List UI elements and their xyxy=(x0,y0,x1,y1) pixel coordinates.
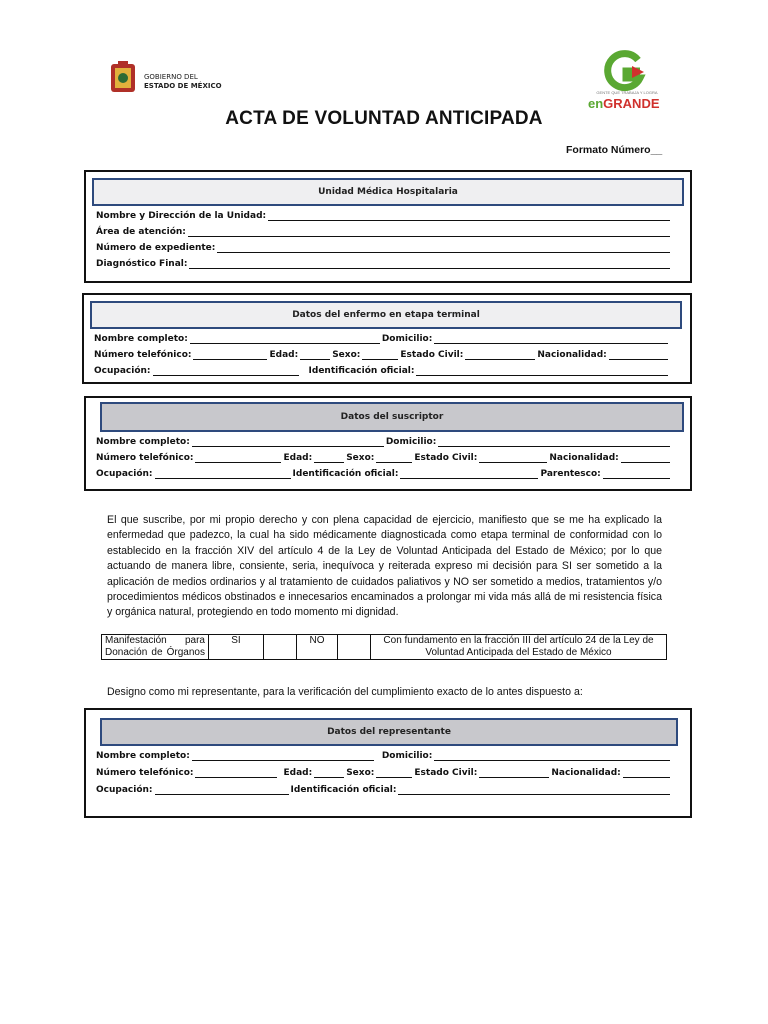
unidad-header: Unidad Médica Hospitalaria xyxy=(92,178,684,206)
diagnostico-label: Diagnóstico Final: xyxy=(96,259,188,269)
nombre-direccion-line[interactable] xyxy=(268,210,670,221)
suscriptor-telefono-label: Número telefónico: xyxy=(96,453,194,463)
manifestacion-cell: Manifestación para Donación de Órganos xyxy=(102,635,209,660)
representante-sexo-label: Sexo: xyxy=(346,768,375,778)
representante-nombre-line[interactable] xyxy=(192,750,374,761)
representante-edad-line[interactable] xyxy=(314,767,344,778)
suscriptor-section xyxy=(84,396,692,491)
nombre-direccion-label: Nombre y Dirección de la Unidad: xyxy=(96,211,267,221)
brand-grande: GRANDE xyxy=(603,96,660,111)
enfermo-row-1 xyxy=(94,331,670,344)
representante-section xyxy=(84,708,692,818)
enfermo-header: Datos del enfermo en etapa terminal xyxy=(90,301,682,329)
suscriptor-row-3 xyxy=(96,466,672,479)
expediente-label: Número de expediente: xyxy=(96,243,216,253)
diagnostico-line[interactable] xyxy=(189,258,670,269)
suscriptor-row-2 xyxy=(96,450,672,463)
expediente-line[interactable] xyxy=(217,242,670,253)
enfermo-row-3 xyxy=(94,363,670,376)
enfermo-domicilio-label: Domicilio: xyxy=(381,334,433,344)
si-checkbox[interactable] xyxy=(264,635,297,660)
no-label: NO xyxy=(297,635,338,660)
designo-text: Designo como mi representante, para la verificación del cumplimiento exacto de lo antes dispuesto a: xyxy=(107,686,583,698)
brand-logo xyxy=(584,50,666,114)
area-line[interactable] xyxy=(188,226,670,237)
enfermo-nacionalidad-line[interactable] xyxy=(609,349,668,360)
no-checkbox[interactable] xyxy=(338,635,371,660)
representante-row-3 xyxy=(96,782,672,795)
si-label: SI xyxy=(209,635,264,660)
representante-edad-label: Edad: xyxy=(283,768,313,778)
representante-nacionalidad-label: Nacionalidad: xyxy=(551,768,621,778)
fundamento-cell: Con fundamento en la fracción III del artículo 24 de la Ley de Voluntad Anticipada del Estado de México xyxy=(371,635,667,660)
enfermo-sexo-label: Sexo: xyxy=(332,350,361,360)
enfermo-edad-line[interactable] xyxy=(300,349,330,360)
representante-estado-civil-line[interactable] xyxy=(479,767,549,778)
representante-row-2 xyxy=(96,765,672,778)
enfermo-nombre-label: Nombre completo: xyxy=(94,334,188,344)
suscriptor-row-1 xyxy=(96,434,672,447)
enfermo-row-2 xyxy=(94,347,670,360)
page-title: ACTA DE VOLUNTAD ANTICIPADA xyxy=(225,108,543,129)
suscriptor-sexo-label: Sexo: xyxy=(346,453,375,463)
unidad-row-expediente xyxy=(96,240,672,253)
representante-identificacion-line[interactable] xyxy=(398,784,670,795)
representante-estado-civil-label: Estado Civil: xyxy=(414,768,478,778)
enfermo-telefono-line[interactable] xyxy=(193,349,267,360)
suscriptor-edad-line[interactable] xyxy=(314,452,344,463)
unidad-section xyxy=(84,170,692,283)
suscriptor-parentesco-line[interactable] xyxy=(603,468,670,479)
unidad-row-nombre xyxy=(96,208,672,221)
gov-line-1: GOBIERNO DEL xyxy=(144,73,198,81)
suscriptor-sexo-line[interactable] xyxy=(376,452,412,463)
suscriptor-nacionalidad-label: Nacionalidad: xyxy=(549,453,619,463)
enfermo-sexo-line[interactable] xyxy=(362,349,398,360)
suscriptor-estado-civil-label: Estado Civil: xyxy=(414,453,478,463)
g-logo-icon xyxy=(602,50,646,92)
suscriptor-identificacion-label: Identificación oficial: xyxy=(292,469,399,479)
representante-ocupacion-label: Ocupación: xyxy=(96,785,153,795)
representante-row-1 xyxy=(96,748,672,761)
enfermo-estado-civil-label: Estado Civil: xyxy=(400,350,464,360)
unidad-row-diagnostico xyxy=(96,256,672,269)
gov-line-2: ESTADO DE MÉXICO xyxy=(144,82,222,90)
suscriptor-ocupacion-label: Ocupación: xyxy=(96,469,153,479)
suscriptor-identificacion-line[interactable] xyxy=(400,468,538,479)
representante-domicilio-label: Domicilio: xyxy=(381,751,433,761)
gov-logo xyxy=(108,60,228,100)
representante-telefono-label: Número telefónico: xyxy=(96,768,194,778)
organ-donation-row xyxy=(102,635,667,660)
enfermo-estado-civil-line[interactable] xyxy=(465,349,535,360)
coat-of-arms-icon xyxy=(108,60,138,96)
enfermo-identificacion-line[interactable] xyxy=(416,365,668,376)
suscriptor-nacionalidad-line[interactable] xyxy=(621,452,670,463)
representante-header: Datos del representante xyxy=(100,718,678,746)
enfermo-ocupacion-label: Ocupación: xyxy=(94,366,151,376)
suscriptor-edad-label: Edad: xyxy=(283,453,313,463)
enfermo-ocupacion-line[interactable] xyxy=(153,365,299,376)
declaration-paragraph: El que suscribe, por mi propio derecho y con plena capacidad de ejercicio, manifiesto que se me ha explicado la enfermedad que padezco, la cual ha sido médicamente diagnosticada como etapa terminal de conformidad con lo establecido en la fracción XIV del artículo 4 de la Ley de Voluntad Anticipada del Estado de México; por lo que actuando de manera libre, consiente, seria, inequívoca y reiterada expreso mi decisión para SI ser sometido a la aplicación de medios ordinarios y al tratamiento de cuidados paliativos y NO ser sometido a medios, tratamientos y/o procedimientos médicos obstinados e innecesarios encaminados a prolongar mi vida más allá de mi resistencia física y orgánica natural, protegiendo en todo momento mi dignidad. xyxy=(107,514,662,619)
suscriptor-domicilio-line[interactable] xyxy=(438,436,670,447)
enfermo-edad-label: Edad: xyxy=(269,350,299,360)
representante-sexo-line[interactable] xyxy=(376,767,412,778)
brand-tagline: GENTE QUE TRABAJA Y LOGRA xyxy=(596,90,658,95)
organ-donation-table xyxy=(101,634,667,660)
enfermo-telefono-label: Número telefónico: xyxy=(94,350,192,360)
enfermo-section xyxy=(82,293,692,384)
enfermo-nacionalidad-label: Nacionalidad: xyxy=(537,350,607,360)
representante-domicilio-line[interactable] xyxy=(434,750,670,761)
suscriptor-telefono-line[interactable] xyxy=(195,452,281,463)
suscriptor-nombre-line[interactable] xyxy=(192,436,384,447)
suscriptor-domicilio-label: Domicilio: xyxy=(385,437,437,447)
formato-numero: Formato Número__ xyxy=(566,144,663,156)
suscriptor-nombre-label: Nombre completo: xyxy=(96,437,190,447)
representante-ocupacion-line[interactable] xyxy=(155,784,289,795)
unidad-row-area xyxy=(96,224,672,237)
area-label: Área de atención: xyxy=(96,227,186,237)
suscriptor-estado-civil-line[interactable] xyxy=(479,452,547,463)
brand-en: en xyxy=(588,96,604,111)
representante-telefono-line[interactable] xyxy=(195,767,277,778)
representante-nombre-label: Nombre completo: xyxy=(96,751,190,761)
enfermo-identificacion-label: Identificación oficial: xyxy=(308,366,415,376)
suscriptor-header: Datos del suscriptor xyxy=(100,402,684,432)
suscriptor-parentesco-label: Parentesco: xyxy=(540,469,601,479)
representante-identificacion-label: Identificación oficial: xyxy=(290,785,397,795)
suscriptor-ocupacion-line[interactable] xyxy=(155,468,291,479)
enfermo-domicilio-line[interactable] xyxy=(434,333,668,344)
enfermo-nombre-line[interactable] xyxy=(190,333,380,344)
representante-nacionalidad-line[interactable] xyxy=(623,767,670,778)
